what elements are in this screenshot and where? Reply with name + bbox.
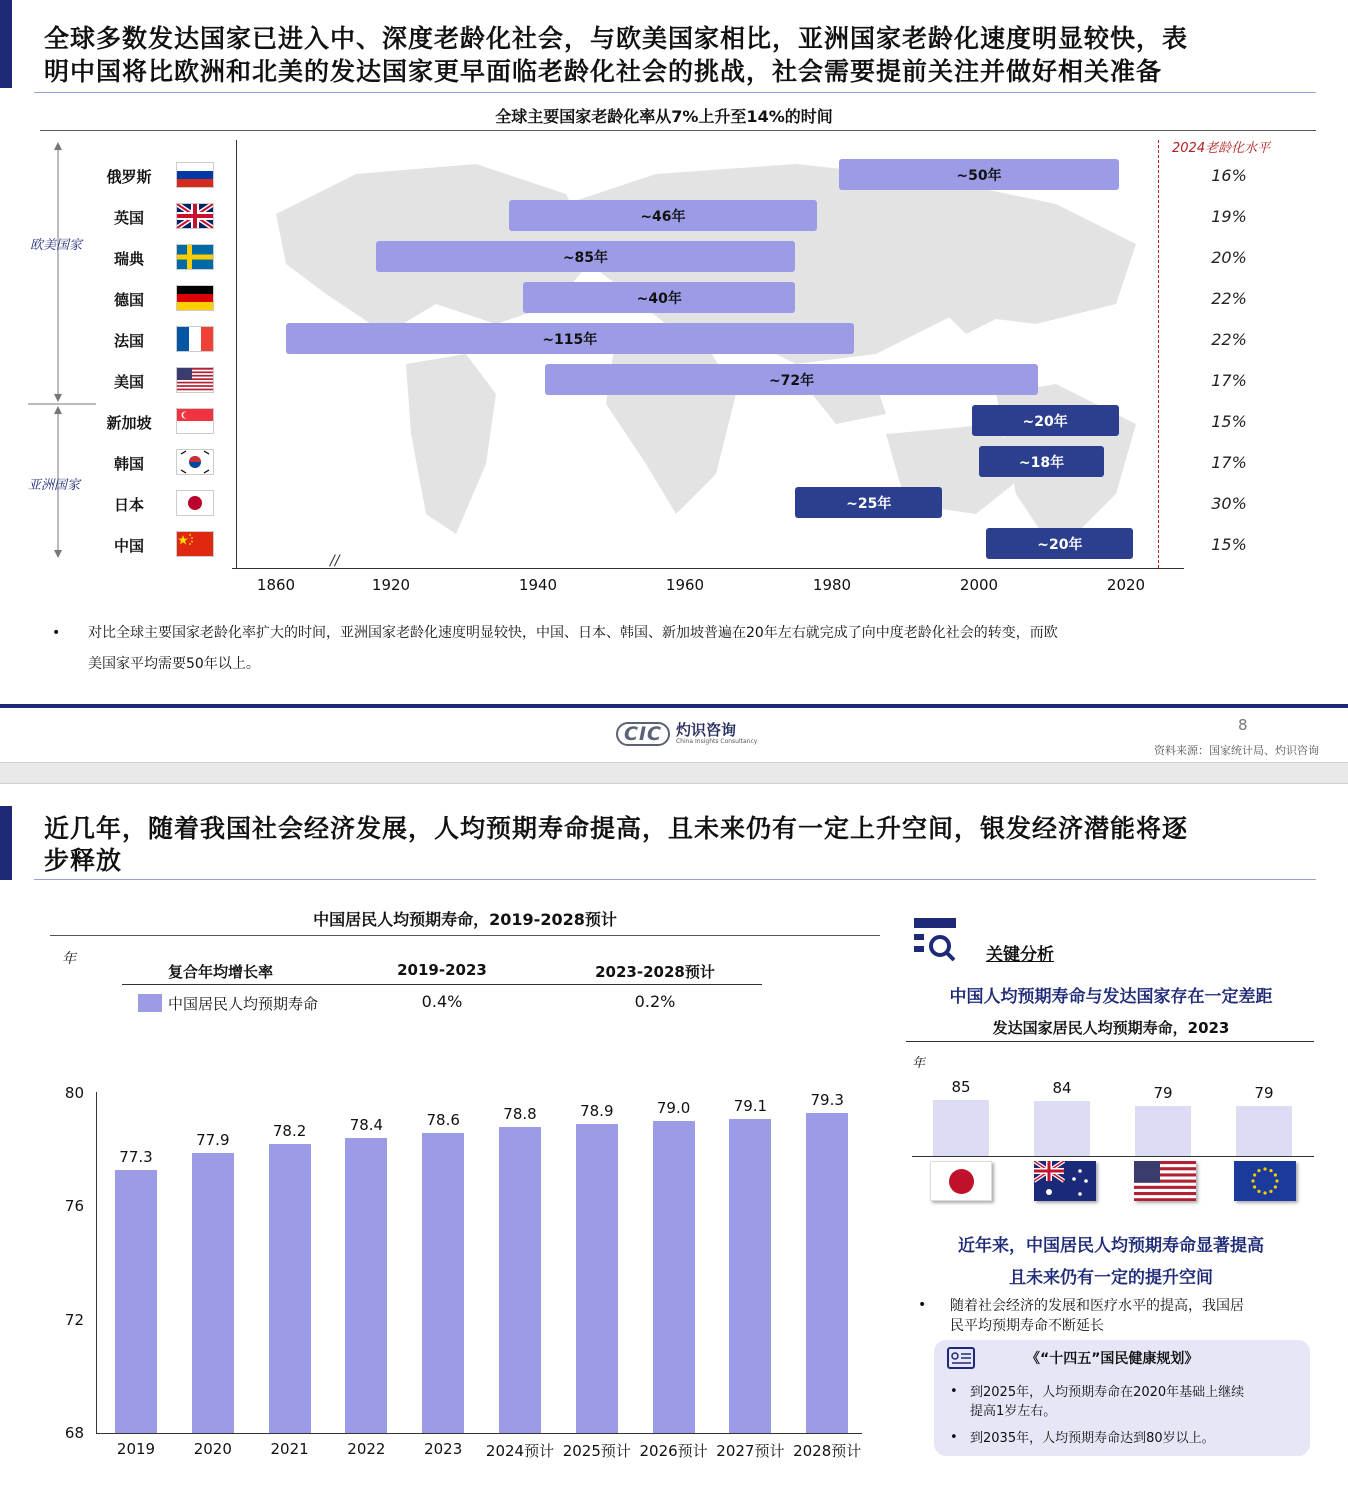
life-expectancy-bar [422,1133,464,1433]
life-expectancy-bar [115,1170,157,1434]
life-chart-title-divider [50,935,880,936]
aging-range-bar [972,405,1119,436]
headline-divider [34,879,1316,880]
dev-bar-value: 85 [951,1078,971,1096]
country-label: 瑞典 [113,250,144,268]
life-bar-value: 78.6 [426,1110,460,1129]
germany-flag [176,285,214,311]
aging-range-label: ~20年 [1022,413,1068,430]
life-expectancy-bar [192,1153,234,1434]
x-tick-label: 1960 [665,576,705,594]
reference-line-2024 [1158,140,1159,568]
plan-item2: 到2035年，人均预期寿命达到80岁以上。 [970,1431,1215,1446]
dev-bar-value: 79 [1254,1084,1274,1102]
aging-2024-value: 19% [1211,207,1247,226]
aging-2024-value: 16% [1211,166,1247,185]
life-y-unit: 年 [62,951,76,967]
page-number: 8 [1238,716,1248,734]
sweden-flag [176,244,214,270]
life-x-label: 2023 [424,1440,463,1458]
country-label: 美国 [113,373,144,391]
dev-y-unit: 年 [912,1056,926,1071]
cagr-value-1: 0.4% [421,992,463,1011]
key-analysis-title: 关键分析 [986,945,1054,965]
life-expectancy-bar [806,1113,848,1433]
australia-flag [1034,1161,1096,1201]
slide1-headline-line2: 明中国将比欧洲和北美的发达国家更早面临老龄化社会的挑战，社会需要提前关注并做好相关准备 [44,57,1163,86]
singapore-flag [176,408,214,434]
x-axis-line [232,568,1184,569]
note-bullet: • [52,625,61,641]
life-bar-value: 78.8 [503,1105,537,1123]
aging-chart-title: 全球主要国家老龄化率从7%上升至14%的时间 [495,107,833,126]
uk-flag [176,203,214,229]
slide2-headline-line1: 近几年，随着我国社会经济发展，人均预期寿命提高，且未来仍有一定上升空间，银发经济潜能将逐 [44,814,1189,843]
group-label-west: 欧美国家 [30,238,83,253]
slide-gap [0,762,1348,784]
x-tick-label: 1940 [518,576,558,594]
legend-swatch [138,994,162,1012]
slide2-headline-line2: 步释放 [44,846,123,875]
life-bar-value: 78.9 [580,1102,614,1121]
aging-2024-value: 15% [1211,412,1247,431]
country-label: 法国 [113,332,144,350]
gap-subhead: 中国人均预期寿命与发达国家存在一定差距 [949,987,1273,1007]
plan-item1-line2: 提高1岁左右。 [970,1404,1057,1419]
x-tick-label: 2020 [1106,576,1146,594]
country-label: 德国 [113,291,144,309]
aging-range-bar [523,282,795,313]
slide-accent-bar [0,0,12,88]
cagr-header-divider [122,984,762,985]
life-x-label: 2026预计 [639,1442,708,1460]
aging-range-bar [979,446,1104,477]
country-label: 韩国 [113,455,144,473]
chart-title-divider [40,130,1316,131]
aging-range-bar [839,159,1118,190]
aging-2024-value: 20% [1211,248,1247,267]
trend-subhead-line1: 近年来，中国居民人均预期寿命显著提高 [958,1236,1264,1256]
aging-range-label: ~115年 [542,331,598,348]
cagr-col1-header: 2019-2023 [397,961,487,979]
aging-2024-value: 17% [1211,453,1247,472]
cic-logo [616,722,757,746]
aging-range-label: ~85年 [562,249,609,266]
trend-subhead-line2: 且未来仍有一定的提升空间 [1009,1268,1213,1288]
life-x-label: 2025预计 [562,1442,631,1460]
life-expectancy-bar [729,1119,771,1434]
aging-range-label: ~40年 [636,290,682,307]
aging-range-label: ~18年 [1018,454,1065,471]
country-label: 新加坡 [106,414,152,432]
country-label: 中国 [113,537,144,555]
china-flag [176,531,214,557]
life-x-label: 2022 [347,1440,386,1458]
life-x-axis [96,1433,862,1434]
usa-flag [176,367,214,393]
life-expectancy-bar [269,1144,311,1433]
life-bar-value: 77.9 [196,1130,230,1149]
legend-label: 中国居民人均预期寿命 [168,995,319,1013]
document-icon [946,1346,976,1370]
dev-title-divider [906,1041,1314,1042]
life-y-tick-label: 80 [64,1084,84,1102]
life-expectancy-bar [499,1127,541,1433]
cagr-col2-header: 2023-2028预计 [595,963,715,981]
life-x-label: 2024预计 [485,1442,555,1460]
dev-life-bar [1236,1106,1292,1156]
slide-accent-bar [0,806,12,880]
life-x-label: 2027预计 [716,1442,785,1460]
note-line1: 对比全球主要国家老龄化率扩大的时间，亚洲国家老龄化速度明显较快，中国、日本、韩国、新加坡普遍在20年左右就完成了向中度老龄化社会的转变，而欧 [88,625,1058,641]
russia-flag [176,162,214,188]
reference-label: 2024老龄化水平 [1172,141,1271,156]
life-bar-value: 79.0 [656,1099,691,1118]
life-x-label: 2019 [116,1440,156,1458]
cagr-header: 复合年均增长率 [168,963,274,981]
aging-2024-value: 17% [1211,371,1247,390]
life-expectancy-bar [653,1121,695,1433]
aging-range-bar [545,364,1037,395]
health-plan-title: 《“十四五”国民健康规划》 [1026,1351,1199,1367]
aging-2024-value: 30% [1211,494,1247,513]
plan-item1-line1: 到2025年，人均预期寿命在2020年基础上继续 [970,1385,1245,1400]
cic-logo-cn: 灼识咨询 [675,721,736,739]
y-axis-line [236,140,237,568]
aging-2024-value: 15% [1211,535,1247,554]
dev-life-bar [933,1100,989,1156]
life-bar-value: 77.3 [119,1147,153,1166]
dev-x-axis [912,1156,1314,1157]
country-label: 英国 [113,209,144,227]
life-expectancy-bar [345,1138,387,1433]
life-x-label: 2028预计 [793,1442,862,1460]
x-tick-label: 1920 [371,576,411,594]
aging-range-label: ~25年 [846,495,892,512]
aging-range-label: ~50年 [956,167,1002,184]
plan-bullet-1: • [950,1384,958,1399]
life-bar-value: 79.3 [810,1090,844,1109]
cic-logo-mark: CIC [616,722,670,746]
dev-life-bar [1034,1101,1090,1156]
eu-flag [1234,1161,1296,1201]
dev-bar-value: 84 [1052,1079,1072,1097]
aging-range-bar [376,241,796,272]
france-flag [176,326,214,352]
source-note: 资料来源：国家统计局、灼识咨询 [1154,744,1319,757]
footer-bar [0,704,1348,708]
analysis-bullet-line1: 随着社会经济的发展和医疗水平的提高，我国居 [950,1298,1244,1314]
note-line2: 美国家平均需要50年以上。 [88,656,260,672]
cic-logo-sub: China Insights Consultancy [675,738,758,745]
life-y-axis [96,1092,97,1434]
aging-2024-value: 22% [1211,330,1247,349]
dev-life-bar [1135,1106,1191,1156]
analysis-icon [912,918,960,962]
dev-bar-value: 79 [1153,1084,1173,1102]
life-y-tick-label: 72 [64,1310,84,1329]
japan-flag [930,1161,992,1201]
axis-break-mark: // [330,553,340,569]
group-brackets [20,140,100,560]
country-label: 俄罗斯 [106,168,152,186]
aging-range-label: ~72年 [768,372,815,389]
life-chart-title: 中国居民人均预期寿命，2019-2028预计 [313,910,617,929]
country-label: 日本 [113,496,144,514]
usa-flag [1134,1161,1196,1201]
aging-range-bar [986,528,1133,559]
headline-divider [34,92,1316,93]
aging-range-label: ~20年 [1037,536,1083,553]
life-expectancy-bar [576,1124,618,1433]
cagr-value-2: 0.2% [634,992,676,1011]
life-bar-value: 79.1 [733,1096,768,1115]
x-tick-label: 1860 [256,576,296,594]
life-y-tick-label: 68 [64,1424,84,1442]
life-x-label: 2021 [270,1440,309,1458]
analysis-bullet: • [918,1297,927,1313]
aging-range-bar [509,200,818,231]
south-korea-flag [176,449,214,475]
aging-2024-value: 22% [1211,289,1247,308]
x-tick-label: 2000 [959,576,999,594]
plan-bullet-2: • [950,1430,958,1445]
aging-range-bar [795,487,942,518]
life-bar-value: 78.2 [272,1122,307,1140]
japan-flag [176,490,214,516]
life-y-tick-label: 76 [64,1197,84,1216]
group-label-asia: 亚洲国家 [28,478,81,493]
slide1-headline-line1: 全球多数发达国家已进入中、深度老龄化社会，与欧美国家相比，亚洲国家老龄化速度明显较快，表 [44,24,1189,53]
dev-chart-title: 发达国家居民人均预期寿命，2023 [992,1019,1230,1037]
analysis-bullet-line2: 民平均预期寿命不断延长 [950,1318,1104,1334]
life-x-label: 2020 [193,1440,232,1458]
life-bar-value: 78.4 [349,1116,384,1135]
x-tick-label: 1980 [812,576,852,594]
aging-range-label: ~46年 [640,208,686,225]
aging-range-bar [286,323,854,354]
